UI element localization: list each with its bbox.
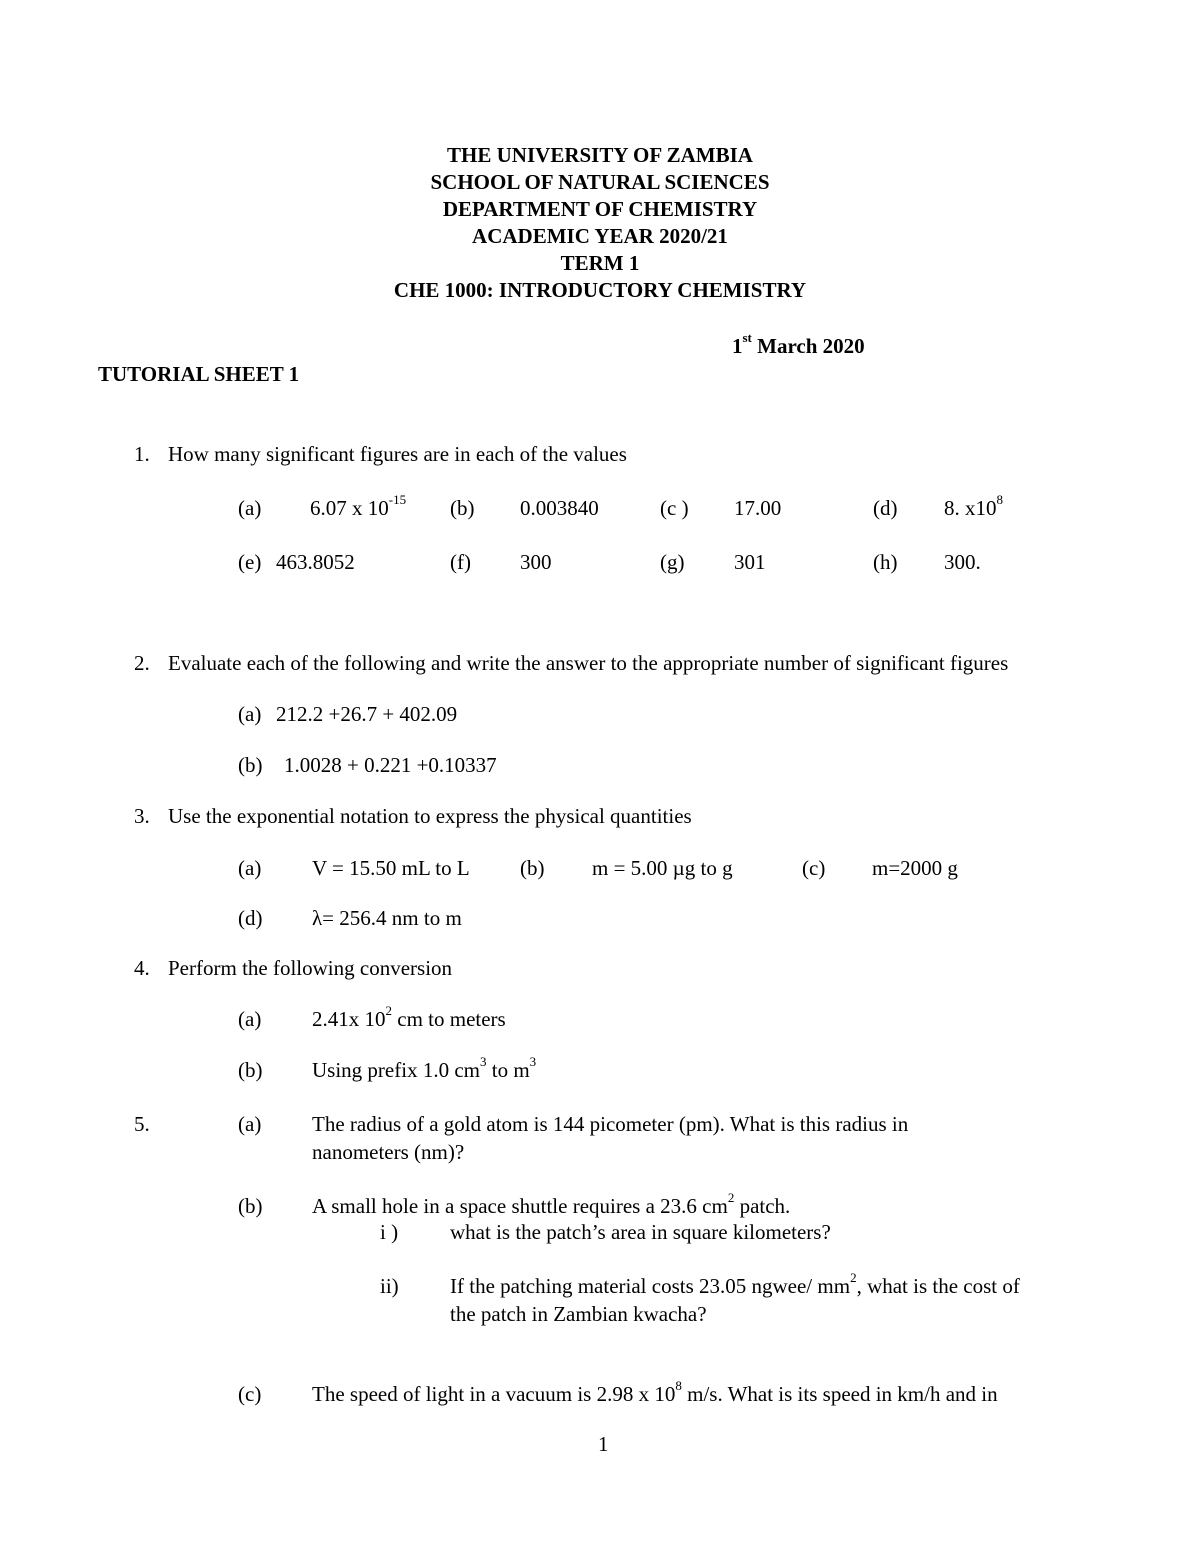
q5-text-c: The speed of light in a vacuum is 2.98 x $10^8$ m/s. What is its speed in km/h and in xyxy=(312,1378,998,1406)
question-4-number: 4. xyxy=(134,956,150,980)
q3-label-c: (c) xyxy=(802,856,826,880)
question-4-text: Perform the following conversion xyxy=(168,956,453,980)
question-1-number: 1. xyxy=(134,442,150,466)
q1-label-g: (g) xyxy=(660,550,685,574)
q2-label-b: (b) xyxy=(238,753,263,777)
q5-label-b: (b) xyxy=(238,1194,263,1218)
q2-text-a: 212.2 +26.7 + 402.09 xyxy=(276,702,458,726)
q1-value-a: 6.07 x $10^{-15}$ xyxy=(310,492,407,520)
question-2-text: Evaluate each of the following and write the answer to the appropriate number of significant figures xyxy=(168,651,1009,675)
q5-label-b-i: i ) xyxy=(380,1220,399,1244)
question-2-number: 2. xyxy=(134,651,150,675)
q1-label-b: (b) xyxy=(450,496,475,520)
q5-text-b: A small hole in a space shuttle requires a 23.6 $cm^2$ patch. xyxy=(312,1190,791,1218)
q1-value-d: 8. $x10^8$ xyxy=(944,492,1003,520)
academic-year: ACADEMIC YEAR 2020/21 xyxy=(472,224,728,248)
q4-text-a: 2.41x $10^2$ cm to meters xyxy=(312,1003,506,1031)
question-3-number: 3. xyxy=(134,804,150,828)
q3-text-d: λ= 256.4 nm to m xyxy=(312,906,462,930)
question-5-number: 5. xyxy=(134,1112,150,1136)
q3-text-a: V = 15.50 mL to L xyxy=(312,856,470,880)
q1-value-h: 300. xyxy=(944,550,981,574)
q1-label-a: (a) xyxy=(238,496,262,520)
q1-label-d: (d) xyxy=(873,496,898,520)
university-name: THE UNIVERSITY OF ZAMBIA xyxy=(447,143,753,167)
q3-label-b: (b) xyxy=(520,856,545,880)
q5-label-a: (a) xyxy=(238,1112,262,1136)
q1-value-b: 0.003840 xyxy=(520,496,599,520)
q5-label-b-ii: ii) xyxy=(380,1274,399,1298)
q1-value-g: 301 xyxy=(734,550,766,574)
q1-value-c: 17.00 xyxy=(734,496,782,520)
q5-text-a-line2: nanometers (nm)? xyxy=(312,1140,465,1164)
department-name: DEPARTMENT OF CHEMISTRY xyxy=(442,197,758,221)
q4-label-a: (a) xyxy=(238,1007,262,1031)
q3-text-c: m=2000 g xyxy=(872,856,958,880)
term: TERM 1 xyxy=(560,251,640,275)
q1-value-f: 300 xyxy=(520,550,552,574)
page-number: 1 xyxy=(598,1432,609,1456)
q3-text-b: m = 5.00 µg to g xyxy=(592,856,733,880)
q1-label-c: (c ) xyxy=(660,496,689,520)
q1-label-e: (e) xyxy=(238,550,262,574)
question-3-text: Use the exponential notation to express the physical quantities xyxy=(168,804,692,828)
q4-text-b: Using prefix 1.0 $cm^3$ to $m^3$ xyxy=(312,1054,537,1082)
q2-label-a: (a) xyxy=(238,702,262,726)
q2-text-b: 1.0028 + 0.221 +0.10337 xyxy=(284,753,497,777)
sheet-title: TUTORIAL SHEET 1 xyxy=(98,362,300,386)
q4-label-b: (b) xyxy=(238,1058,263,1082)
q1-label-f: (f) xyxy=(450,550,471,574)
q5-text-a-line1: The radius of a gold atom is 144 picometer (pm). What is this radius in xyxy=(312,1112,909,1136)
date: 1st March 2020 xyxy=(732,330,865,358)
q3-label-a: (a) xyxy=(238,856,262,880)
course-title: CHE 1000: INTRODUCTORY CHEMISTRY xyxy=(393,278,807,302)
q5-text-b-i: what is the patch’s area in square kilometers? xyxy=(450,1220,831,1244)
q5-text-b-ii-line1: If the patching material costs 23.05 ngwee/ $mm^2$, what is the cost of xyxy=(450,1270,1020,1298)
q5-label-c: (c) xyxy=(238,1382,262,1406)
q3-label-d: (d) xyxy=(238,906,263,930)
q1-label-h: (h) xyxy=(873,550,898,574)
q5-text-b-ii-line2: the patch in Zambian kwacha? xyxy=(450,1302,707,1326)
q1-value-e: 463.8052 xyxy=(276,550,355,574)
question-1-text: How many significant figures are in each of the values xyxy=(168,442,627,466)
school-name: SCHOOL OF NATURAL SCIENCES xyxy=(430,170,770,194)
